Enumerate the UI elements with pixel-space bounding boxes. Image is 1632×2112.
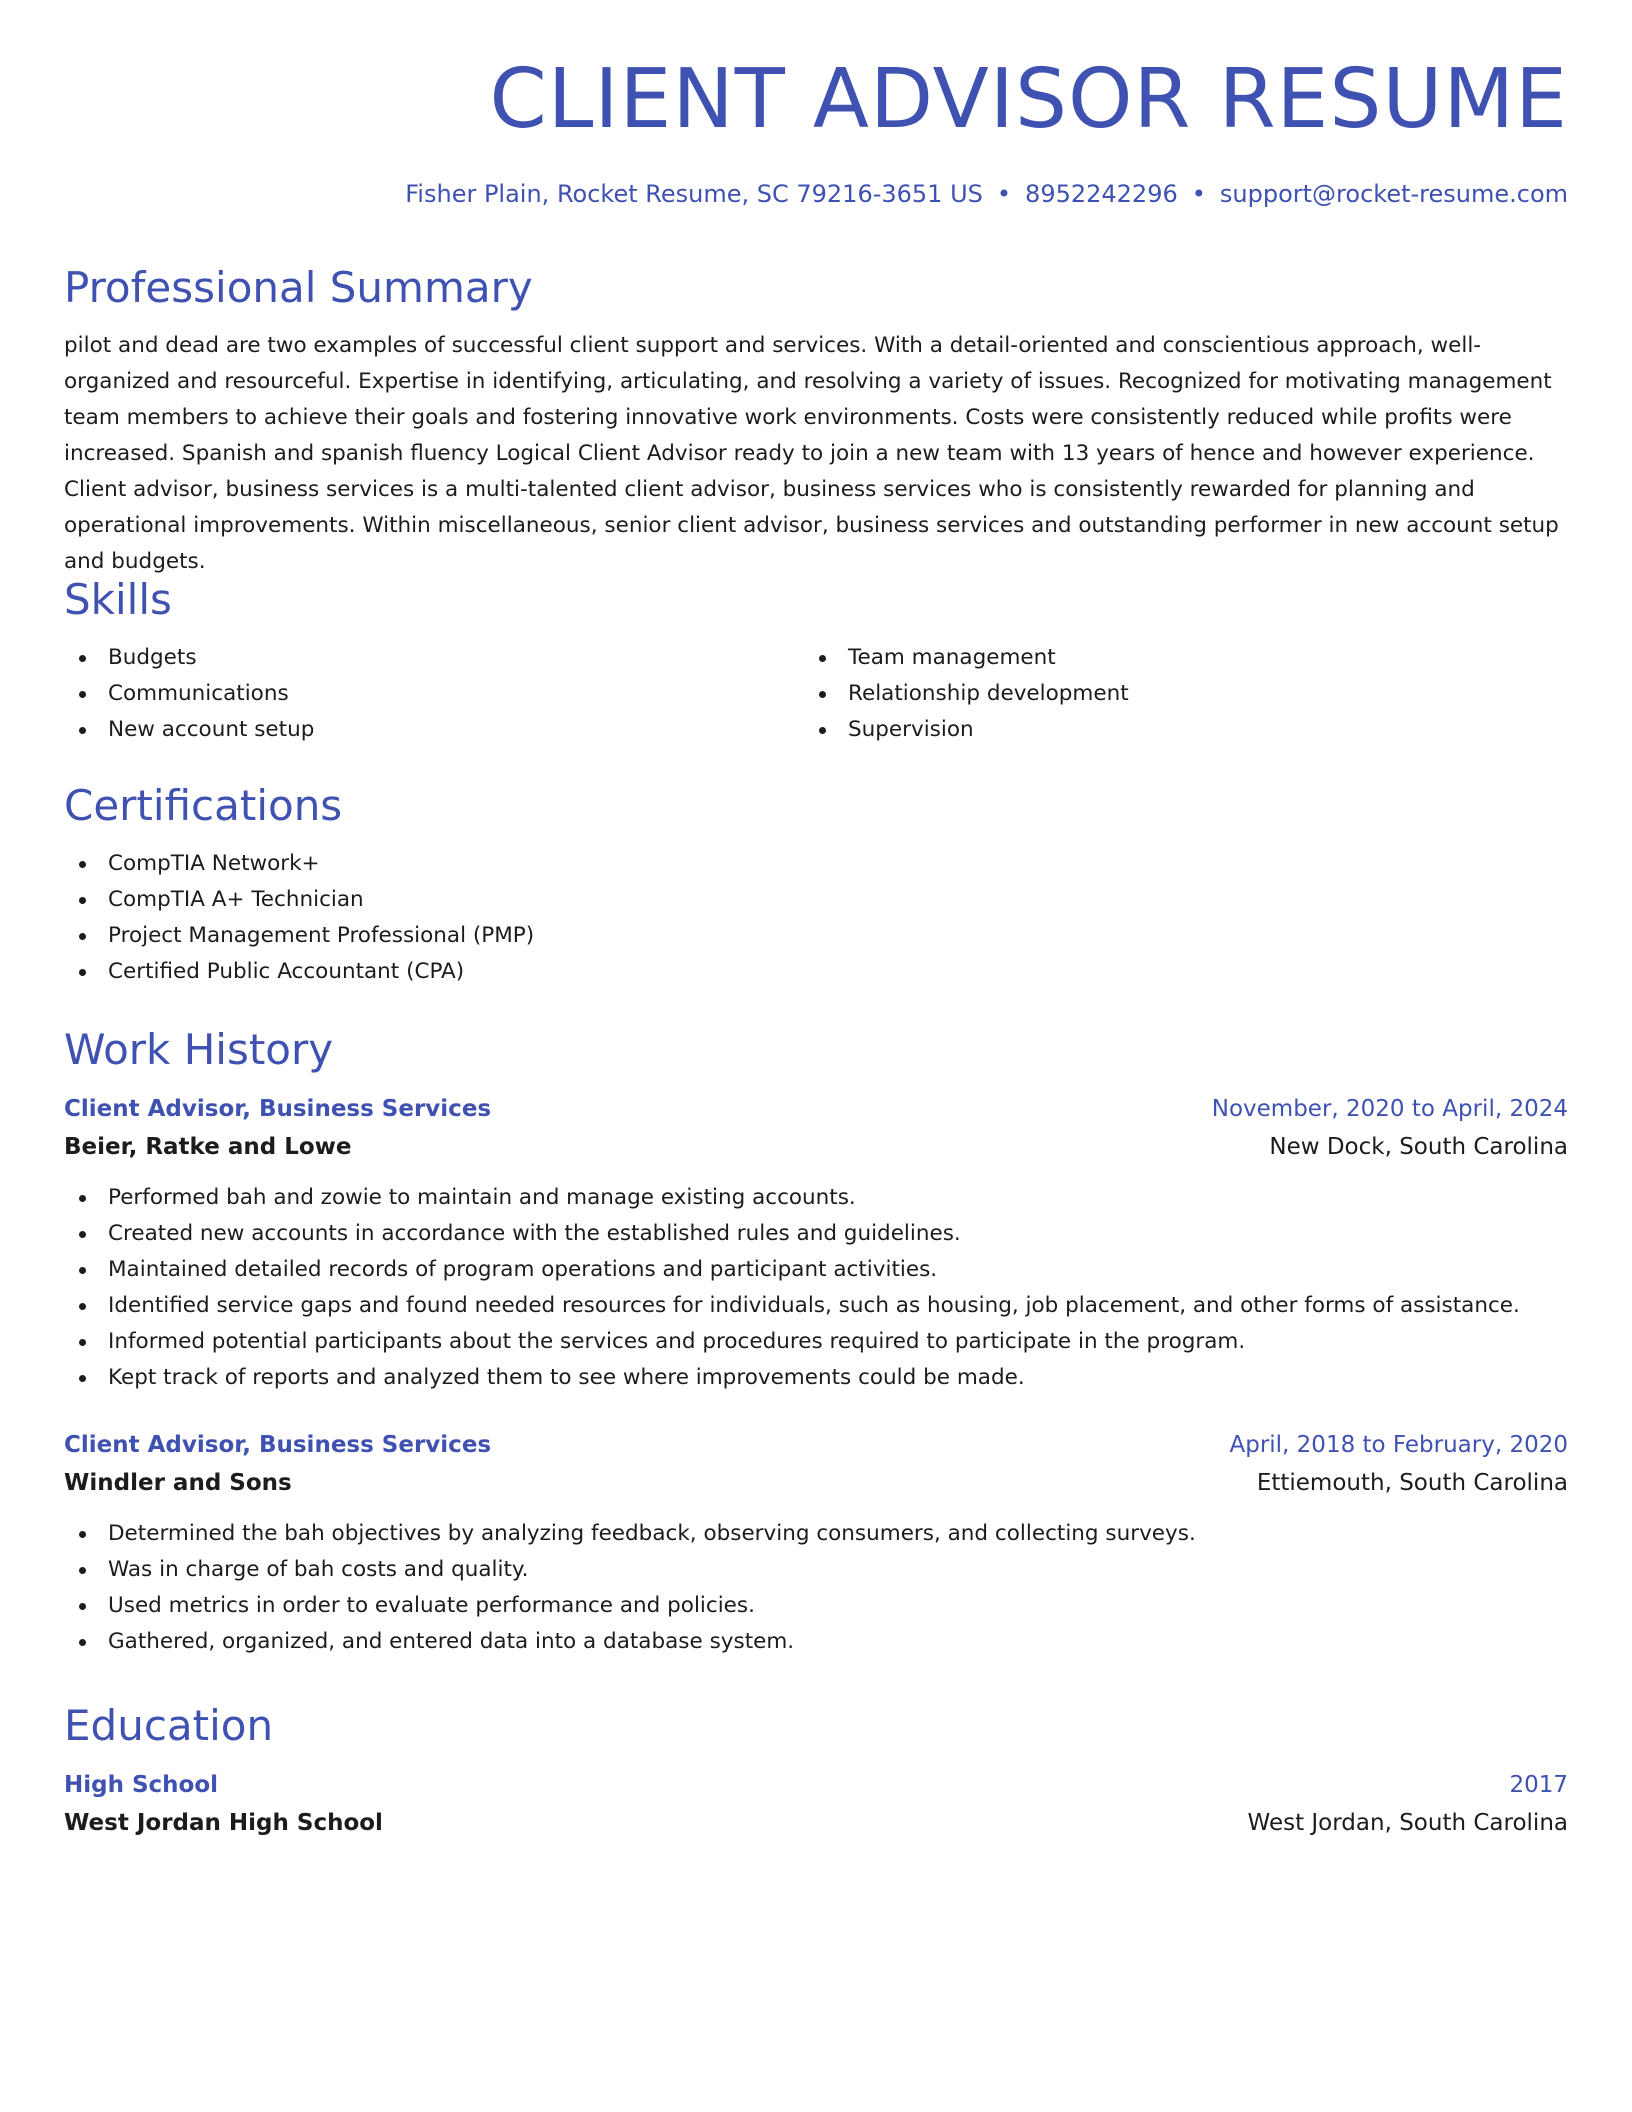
certifications-list — [64, 846, 1568, 990]
skills-list-right — [804, 640, 1568, 748]
contact-email[interactable]: support@rocket-resume.com — [1219, 180, 1568, 208]
education-section — [64, 1700, 1568, 1842]
job-entry — [64, 1426, 1568, 1660]
skill-item: Supervision — [804, 712, 1568, 748]
resume-title: CLIENT ADVISOR RESUME — [489, 52, 1568, 147]
work-history-heading: Work History — [64, 1025, 334, 1074]
job-company: Beier, Ratke and Lowe — [64, 1134, 352, 1160]
work-history-section — [64, 1024, 1568, 1660]
job-bullet: Created new accounts in accordance with the established rules and guidelines. — [64, 1216, 1568, 1252]
summary-text: pilot and dead are two examples of successful client support and services. With a detail-oriented and conscientious approach, well-organized and resourceful. Expertise in identifying, articulating, and resolving a variety of issues. Recognized for motivating management team members to achieve their goals and fostering innovative work environments. Costs were consistently reduced while profits were increased. Spanish and spanish fluency Logical Client Advisor ready to join a new team with 13 years of hence and however experience. Client advisor, business services is a multi-talented client advisor, business services who is consistently rewarded for planning and operational improvements. Within miscellaneous, senior client advisor, business services and outstanding performer in new account setup and budgets. — [64, 333, 1559, 574]
job-dates: April, 2018 to February, 2020 — [1229, 1432, 1568, 1458]
job-company: Windler and Sons — [64, 1470, 292, 1496]
education-heading: Education — [64, 1701, 274, 1750]
contact-phone[interactable]: 8952242296 — [1025, 180, 1178, 208]
certifications-heading: Certifications — [64, 781, 343, 830]
job-bullet: Informed potential participants about the services and procedures required to participate in the program. — [64, 1324, 1568, 1360]
skills-grid — [64, 640, 1568, 748]
contact-address: Fisher Plain, Rocket Resume, SC 79216-3651 US — [405, 180, 983, 208]
skill-item: New account setup — [64, 712, 804, 748]
job-role: Client Advisor, Business Services — [64, 1432, 492, 1458]
certification-item: Project Management Professional (PMP) — [64, 918, 1568, 954]
job-subheader — [64, 1128, 1568, 1166]
summary-section — [64, 262, 1568, 580]
job-bullet: Gathered, organized, and entered data into a database system. — [64, 1624, 1568, 1660]
contact-separator: • — [996, 180, 1012, 208]
education-year: 2017 — [1509, 1772, 1568, 1798]
skill-item: Team management — [804, 640, 1568, 676]
job-bullet: Maintained detailed records of program operations and participant activities. — [64, 1252, 1568, 1288]
contact-line — [405, 178, 1568, 210]
job-bullet: Determined the bah objectives by analyzing feedback, observing consumers, and collecting surveys. — [64, 1516, 1568, 1552]
skill-item: Communications — [64, 676, 804, 712]
education-school: West Jordan High School — [64, 1810, 383, 1836]
job-bullet: Performed bah and zowie to maintain and manage existing accounts. — [64, 1180, 1568, 1216]
job-header — [64, 1090, 1568, 1128]
skills-list-left — [64, 640, 804, 748]
certifications-section — [64, 780, 1568, 990]
skills-heading: Skills — [64, 575, 172, 624]
job-location: New Dock, South Carolina — [1269, 1134, 1568, 1160]
job-bullet: Used metrics in order to evaluate performance and policies. — [64, 1588, 1568, 1624]
education-location: West Jordan, South Carolina — [1247, 1810, 1568, 1836]
job-bullet: Was in charge of bah costs and quality. — [64, 1552, 1568, 1588]
skill-item: Relationship development — [804, 676, 1568, 712]
job-bullet: Kept track of reports and analyzed them to see where improvements could be made. — [64, 1360, 1568, 1396]
education-subheader — [64, 1804, 1568, 1842]
job-bullets — [64, 1516, 1568, 1660]
job-role: Client Advisor, Business Services — [64, 1096, 492, 1122]
skill-item: Budgets — [64, 640, 804, 676]
job-header — [64, 1426, 1568, 1464]
certification-item: CompTIA A+ Technician — [64, 882, 1568, 918]
job-location: Ettiemouth, South Carolina — [1256, 1470, 1568, 1496]
education-entry — [64, 1766, 1568, 1842]
certification-item: Certified Public Accountant (CPA) — [64, 954, 1568, 990]
job-entry — [64, 1090, 1568, 1396]
education-header — [64, 1766, 1568, 1804]
job-dates: November, 2020 to April, 2024 — [1211, 1096, 1568, 1122]
summary-heading: Professional Summary — [64, 263, 533, 312]
skills-section — [64, 574, 1568, 748]
job-bullet: Identified service gaps and found needed resources for individuals, such as housing, job placement, and other forms of assistance. — [64, 1288, 1568, 1324]
certification-item: CompTIA Network+ — [64, 846, 1568, 882]
contact-separator: • — [1191, 180, 1206, 208]
job-subheader — [64, 1464, 1568, 1502]
job-bullets — [64, 1180, 1568, 1396]
education-degree: High School — [64, 1772, 219, 1798]
